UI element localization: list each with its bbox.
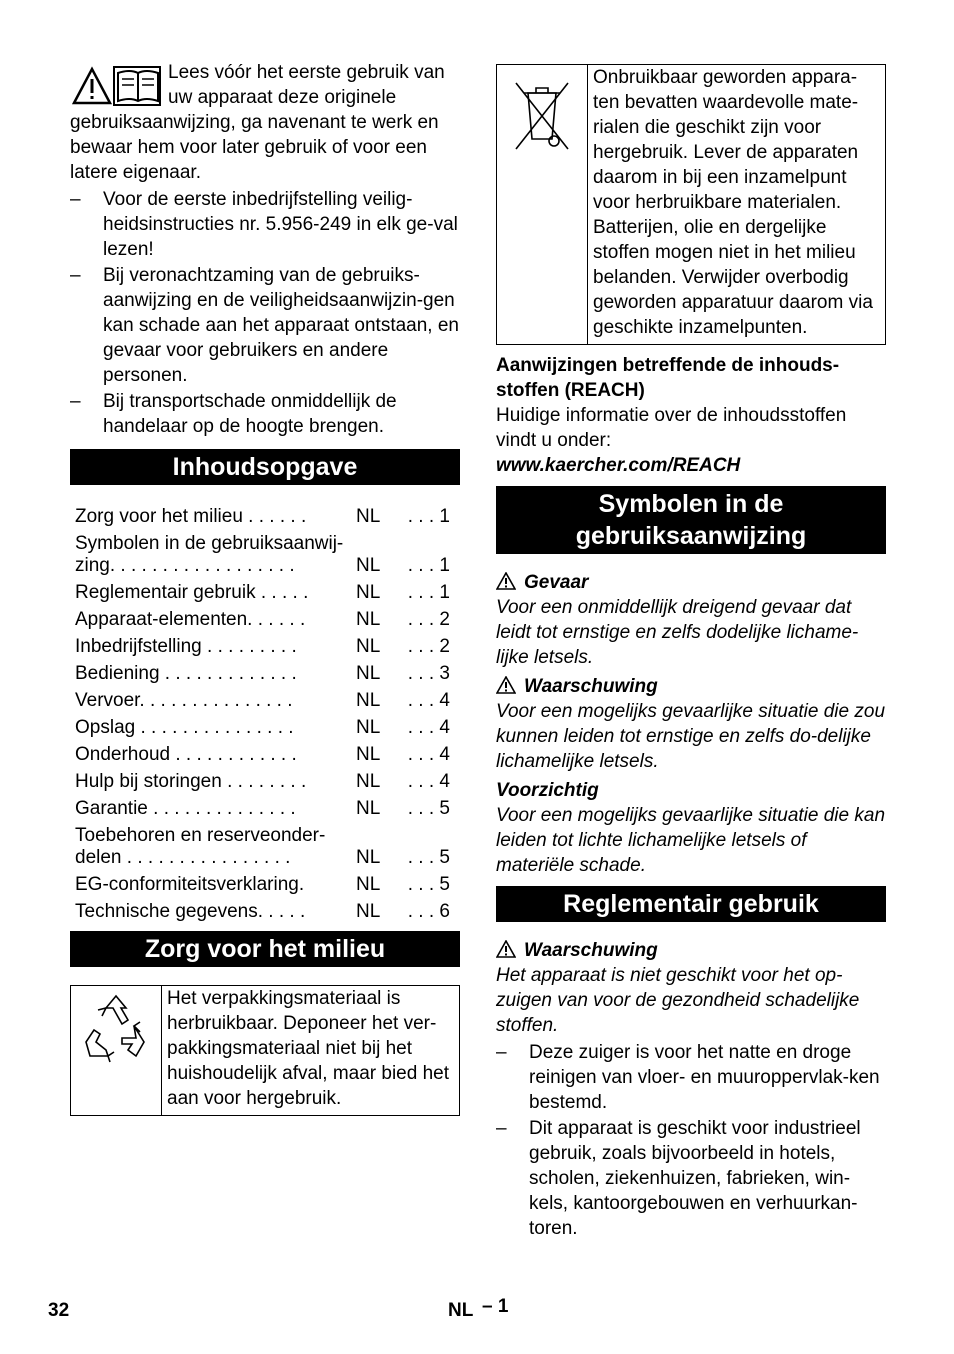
waarschuwing-label-row [496, 674, 886, 699]
toc-lang: NL [356, 506, 381, 527]
toc-lang: NL [356, 663, 381, 684]
weee-icon-cell [497, 65, 588, 344]
regl-warn-label-row [496, 938, 886, 963]
toc-lang: NL [356, 609, 381, 630]
toc-row[interactable] [70, 658, 460, 685]
page-number: 32 [48, 1300, 70, 1321]
list-item: – Bij veronachtzaming van de gebruiks-aanwijzing en de veiligheidsaanwijzin-gen kan schade aan het apparaat ontstaan, en gevaar voor gebruikers en andere personen. [70, 263, 460, 388]
reach-heading: Aanwijzingen betreffende de inhouds-stoffen (REACH) [496, 355, 840, 401]
toc-lang: NL [356, 717, 381, 738]
reach-link[interactable]: www.kaercher.com/REACH [496, 455, 741, 476]
toc-page: . . . 1 [407, 506, 450, 527]
warning-icon [496, 676, 516, 694]
gevaar-text: Voor een onmiddellijk dreigend gevaar dat leidt tot ernstige en zelfs dodelijke lichame-lijke letsels. [496, 597, 859, 668]
env-box [70, 985, 460, 1116]
toc-page: . . . 1 [407, 582, 450, 603]
reach-text: Huidige informatie over de inhoudsstoffen vindt u onder: [496, 405, 847, 451]
toc-row[interactable] [70, 577, 460, 604]
toc-row[interactable] [70, 712, 460, 739]
toc-row[interactable] [70, 631, 460, 658]
footer-lang: NL [448, 1300, 474, 1321]
toc-page: . . . 6 [407, 901, 450, 922]
toc-lang: NL [356, 874, 381, 895]
toc-row[interactable] [70, 793, 460, 820]
toc-table [70, 501, 460, 923]
toc-title: Garantie . . . . . . . . . . . . . . [75, 798, 296, 819]
toc-title: Hulp bij storingen . . . . . . . . [75, 771, 307, 792]
toc-row[interactable] [70, 766, 460, 793]
toc-title: Zorg voor het milieu . . . . . . [75, 506, 307, 527]
voorzichtig-text: Voor een mogelijks gevaarlijke situatie die kan leiden tot lichte lichamelijke letsels of materiële schade. [496, 805, 886, 876]
toc-row[interactable] [70, 869, 460, 896]
regl-warn-text: Het apparaat is niet geschikt voor het op-zuigen van voor de gezondheid schadelijke stoffen. [496, 965, 860, 1036]
toc-lang: NL [356, 901, 381, 922]
toc-title: Bediening . . . . . . . . . . . . . [75, 663, 297, 684]
env-icon-cell [71, 986, 162, 1115]
gevaar-label-row [496, 570, 886, 595]
right-column [496, 64, 886, 1242]
recycle-icon [78, 986, 154, 1078]
toc-row[interactable] [70, 739, 460, 766]
toc-lang: NL [356, 771, 381, 792]
toc-title: Apparaat-elementen. . . . . . [75, 609, 306, 630]
toc-title: Vervoer. . . . . . . . . . . . . . . [75, 690, 293, 711]
toc-row[interactable] [70, 501, 460, 528]
list-item: – Dit apparaat is geschikt voor industrieel gebruik, zoals bijvoorbeeld in hotels, scholen, ziekenhuizen, fabrieken, win-kels, kantoorgebouwen en verhuurkan-toren. [496, 1116, 886, 1241]
toc-title: Opslag . . . . . . . . . . . . . . . [75, 717, 294, 738]
toc-row[interactable] [70, 604, 460, 631]
waarschuwing-text: Voor een mogelijks gevaarlijke situatie die zou kunnen leiden tot ernstige en zelfs do-delijke lichamelijke letsels. [496, 701, 886, 772]
env-heading: Zorg voor het milieu [70, 931, 460, 967]
regl-warn-label: Waarschuwing [524, 940, 658, 961]
toc-title: Technische gegevens. . . . . [75, 901, 306, 922]
toc-page: . . . 4 [407, 690, 450, 711]
toc-lang: NL [356, 798, 381, 819]
toc-lang: NL [356, 690, 381, 711]
env-text: Het verpakkingsmateriaal is herbruikbaar. Deponeer het ver-pakkingsmateriaal niet bij het huishoudelijk afval, maar bied het aan voor hergebruik. [167, 988, 450, 1109]
toc-row[interactable] [70, 896, 460, 923]
intro-bullets [70, 187, 460, 439]
toc-title: Inbedrijfstelling . . . . . . . . . [75, 636, 297, 657]
voorzichtig-label: Voorzichtig [496, 780, 599, 801]
toc-lang: NL [356, 582, 381, 603]
toc-lang: NL [356, 555, 381, 576]
toc-row[interactable] [70, 820, 460, 869]
toc-page: . . . 5 [407, 798, 450, 819]
weee-box [496, 64, 886, 345]
toc-title: Reglementair gebruik . . . . . [75, 582, 309, 603]
list-item: – Bij transportschade onmiddellijk de handelaar op de hoogte brengen. [70, 389, 460, 439]
toc-lang: NL [356, 636, 381, 657]
weee-text: Onbruikbaar geworden appara-ten bevatten waardevolle mate-rialen die geschikt zijn voor hergebruik. Lever de apparaten daarom in bij een inzamelpunt voor herbruikbare materialen. Batterijen, olie en dergelijke stoffen mogen niet in het milieu belanden. Verwijder overbodig geworden apparatuur daarom via geschikte inzamelpunten. [593, 67, 873, 338]
toc-page: . . . 5 [407, 874, 450, 895]
intro-text: Lees vóór het eerste gebruik van uw apparaat deze originele gebruiksaanwijzing, ga navenant te werk en bewaar hem voor later gebruik of voor een latere eigenaar. [70, 62, 445, 183]
toc-title: Symbolen in de gebruiksaanwij- zing. . . . . . . . . . . . . . . . . . [75, 533, 344, 576]
toc-title: Toebehoren en reserveonder- delen . . . . . . . . . . . . . . . . [75, 825, 326, 868]
regl-heading: Reglementair gebruik [496, 886, 886, 922]
gevaar-label: Gevaar [524, 572, 589, 593]
list-item: – Deze zuiger is voor het natte en droge reinigen van vloer- en muuroppervlak-ken bestemd. [496, 1040, 886, 1115]
crossed-bin-icon [502, 71, 582, 157]
toc-row[interactable] [70, 528, 460, 577]
warning-manual-icon [70, 63, 162, 107]
toc-lang: NL [356, 744, 381, 765]
warning-icon [496, 572, 516, 590]
footer-subpage: – 1 [482, 1296, 509, 1317]
toc-title: EG-conformiteitsverklaring. [75, 874, 305, 895]
toc-page: . . . 3 [407, 663, 450, 684]
toc-row[interactable] [70, 685, 460, 712]
toc-page: . . . 4 [407, 744, 450, 765]
toc-title: Onderhoud . . . . . . . . . . . . [75, 744, 297, 765]
toc-page: . . . 4 [407, 717, 450, 738]
toc-lang: NL [356, 847, 381, 868]
toc-page: . . . 5 [407, 847, 450, 868]
toc-page: . . . 2 [407, 636, 450, 657]
left-column [70, 60, 460, 1116]
regl-bullets [496, 1040, 886, 1241]
symbols-heading: Symbolen in de gebruiksaanwijzing [496, 486, 886, 554]
toc-heading: Inhoudsopgave [70, 449, 460, 485]
toc-page: . . . 2 [407, 609, 450, 630]
warning-icon [496, 940, 516, 958]
toc-page: . . . 1 [407, 555, 450, 576]
list-item: – Voor de eerste inbedrijfstelling veilig-heidsinstructies nr. 5.956-249 in elk ge-val lezen! [70, 187, 460, 262]
intro-block [70, 60, 460, 185]
toc-page: . . . 4 [407, 771, 450, 792]
waarschuwing-label: Waarschuwing [524, 676, 658, 697]
